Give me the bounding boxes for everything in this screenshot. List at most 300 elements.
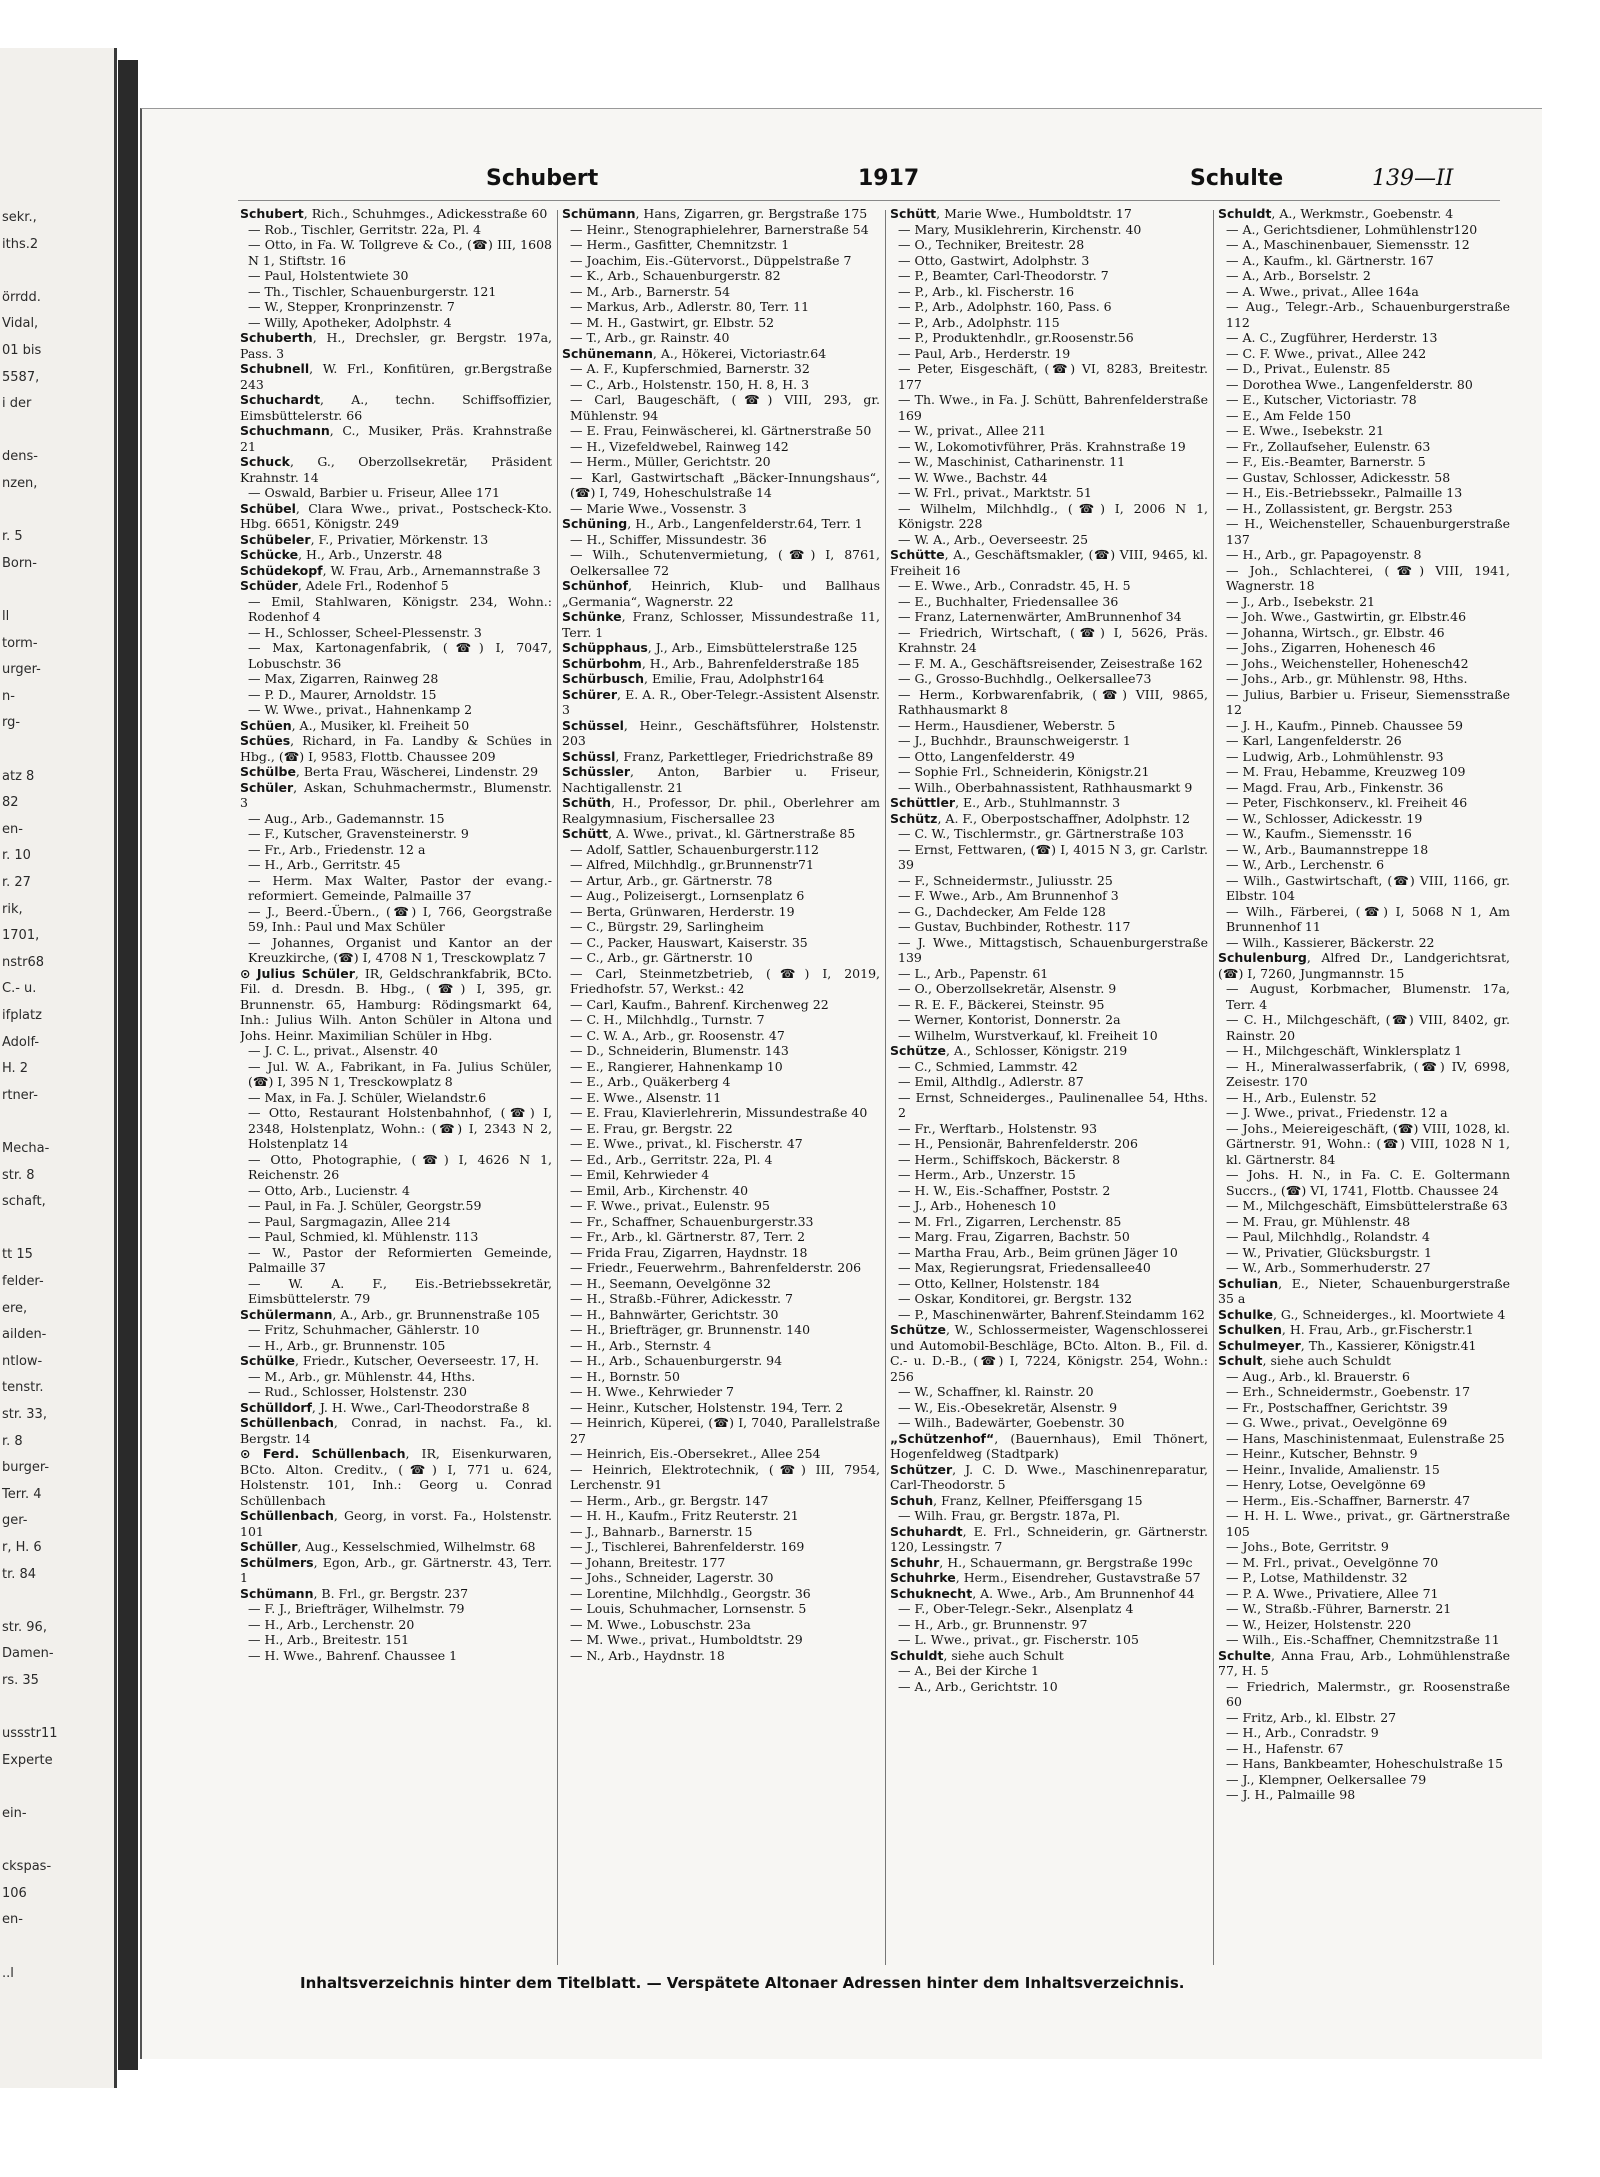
strip-fragment: tr. 84 xyxy=(2,1566,37,1582)
entry-details: — W. Wwe., privat., Hahnenkamp 2 xyxy=(248,702,473,717)
directory-entry xyxy=(1218,1431,1510,1447)
entry-details: — E. Wwe., Isebekstr. 21 xyxy=(1226,423,1385,438)
entry-surname: Schürer xyxy=(562,686,618,702)
directory-entry xyxy=(890,1074,1208,1090)
directory-entry: Schuhrke, Herm., Eisendreher, Gustavstraße 57 xyxy=(890,1570,1201,1585)
directory-entry xyxy=(562,268,880,284)
entry-details: — H., Arb., gr. Papagoyenstr. 8 xyxy=(1226,547,1422,562)
directory-entry xyxy=(1218,609,1510,625)
entry-details: — Fr., Postschaffner, Gerichtstr. 39 xyxy=(1226,1399,1448,1415)
directory-entry xyxy=(562,1617,880,1633)
entry-details: Richard, in Fa. Landby & Schües in Hbg., (☎) I, 9583, Flottb. Chaussee 209 xyxy=(240,733,552,764)
strip-fragment: 5587, xyxy=(2,369,40,385)
directory-entry: Schüler, Askan, Schuhmachermstr., Blumenstr. 3 xyxy=(240,779,552,810)
directory-entry xyxy=(562,1012,880,1028)
directory-entry xyxy=(562,1307,880,1323)
strip-fragment: ifplatz xyxy=(2,1008,42,1023)
entry-details: — Fr., Werftarb., Holstenstr. 93 xyxy=(898,1120,1098,1136)
entry-details: — H., Briefträger, gr. Brunnenstr. 140 xyxy=(570,1322,811,1337)
entry-details: — D., Privat., Eulenstr. 85 xyxy=(1226,361,1391,376)
entry-details: — E. Frau, Feinwäscherei, kl. Gärtnerstraße 50 xyxy=(570,423,872,438)
directory-entry xyxy=(562,1028,880,1044)
directory-entry xyxy=(1218,377,1510,393)
entry-surname: Schuknecht xyxy=(890,1585,973,1601)
entry-details: — M. Frau, Hebamme, Kreuzweg 109 xyxy=(1226,764,1466,779)
directory-entry xyxy=(562,1384,880,1400)
strip-fragment: n- xyxy=(2,688,15,704)
entry-details: — Johannes, Organist und Kantor an der Kreuzkirche, (☎) I, 4708 N 1, Tresckowplatz 7 xyxy=(248,934,552,965)
directory-entry xyxy=(562,330,880,346)
entry-details: — Herm. Max Walter, Pastor der evang.-reformiert. Gemeinde, Palmaille 37 xyxy=(248,872,552,903)
directory-entry: Schulenburg, Alfred Dr., Landgerichtsrat, (☎) I, 7260, Jungmannstr. 15 xyxy=(1218,950,1510,981)
entry-surname: Schüning xyxy=(562,516,628,531)
strip-fragment: ..l xyxy=(2,1965,14,1981)
directory-entry xyxy=(1218,1229,1510,1245)
entry-details: — C. H., Milchgeschäft, (☎) VIII, 8402, gr. Rainstr. 20 xyxy=(1226,1012,1510,1043)
strip-fragment: ere, xyxy=(2,1300,28,1316)
directory-entry xyxy=(240,687,552,703)
entry-details: — Heinr., Kutscher, Holstenstr. 194, Terr. 2 xyxy=(570,1399,844,1415)
directory-entry xyxy=(562,284,880,300)
page-number: 139—II xyxy=(1372,166,1454,191)
entry-details: — J., Arb., Hohenesch 10 xyxy=(898,1198,1057,1213)
directory-entry xyxy=(1218,640,1510,656)
entry-details: — J., Bahnarb., Barnerstr. 15 xyxy=(570,1523,753,1539)
entry-details: — Wilh., Eis.-Schaffner, Chemnitzstraße 11 xyxy=(1226,1632,1500,1647)
entry-details: — Paul, Arb., Herderstr. 19 xyxy=(898,345,1071,361)
entry-details: — Johs., Schneider, Lagerstr. 30 xyxy=(570,1570,774,1585)
directory-entry xyxy=(890,1508,1208,1524)
entry-details: — F., Ober-Telegr.-Sekr., Alsenplatz 4 xyxy=(898,1601,1134,1616)
entry-surname: Schuck xyxy=(240,454,290,469)
directory-entry xyxy=(240,299,552,315)
directory-entry xyxy=(890,826,1208,842)
directory-entry xyxy=(562,1043,880,1059)
entry-details: — O., Techniker, Breitestr. 28 xyxy=(898,237,1085,252)
entry-details: — Louis, Schuhmacher, Lornsenstr. 5 xyxy=(570,1601,807,1616)
entry-details: — E., Kutscher, Victoriastr. 78 xyxy=(1226,392,1417,407)
entry-details: C., Musiker, Präs. Krahnstraße 21 xyxy=(240,423,552,454)
directory-entry xyxy=(562,1338,880,1354)
directory-entry xyxy=(240,1632,552,1648)
directory-entry: Schüssler, Anton, Barbier u. Friseur, Nachtigallenstr. 21 xyxy=(562,764,880,795)
directory-entry xyxy=(1218,1384,1510,1400)
directory-entry: Schünke, Franz, Schlosser, Missundestraße 11, Terr. 1 xyxy=(562,609,880,640)
directory-entry: Schulte, Anna Frau, Arb., Lohmühlenstraße 77, H. 5 xyxy=(1218,1647,1510,1678)
entry-details: A., Musiker, kl. Freiheit 50 xyxy=(299,717,470,733)
entry-details: — D., Schneiderin, Blumenstr. 143 xyxy=(570,1043,789,1058)
directory-entry xyxy=(1218,1012,1510,1043)
entry-surname: Schulenburg xyxy=(1218,950,1307,965)
entry-details: — L., Arb., Papenstr. 61 xyxy=(898,965,1049,981)
directory-entry xyxy=(240,702,552,718)
directory-entry xyxy=(890,299,1208,315)
directory-entry: Schüth, H., Professor, Dr. phil., Oberlehrer am Realgymnasium, Fischersallee 23 xyxy=(562,795,880,826)
entry-details: — Wilh. Frau, gr. Bergstr. 187a, Pl. xyxy=(898,1508,1120,1523)
directory-entry xyxy=(240,671,552,687)
directory-entry: Schücke, H., Arb., Unzerstr. 48 xyxy=(240,547,443,562)
entry-surname: Schütte xyxy=(890,547,945,562)
directory-entry xyxy=(1218,1570,1510,1586)
directory-entry xyxy=(1218,454,1510,470)
entry-details: — Herm., Hausdiener, Weberstr. 5 xyxy=(898,717,1116,733)
directory-entry xyxy=(890,1214,1208,1230)
entry-details: — Johs., Meiereigeschäft, (☎) VIII, 1028, kl. Gärtnerstr. 91, Wohn.: (☎) VIII, 1028 N 1, kl. Gärtnerstr. 84 xyxy=(1226,1120,1510,1167)
entry-details: — W., Pastor der Reformierten Gemeinde, Palmaille 37 xyxy=(248,1244,552,1275)
entry-surname: Schüttler xyxy=(890,795,956,810)
directory-entry xyxy=(890,315,1208,331)
directory-entry xyxy=(890,454,1208,470)
directory-entry: Schürbohm, H., Arb., Bahrenfelderstraße 185 xyxy=(562,655,860,671)
directory-entry: Schüllenbach, Georg, in vorst. Fa., Holstenstr. 101 xyxy=(240,1508,552,1539)
running-head-left: Schubert xyxy=(486,166,599,191)
directory-entry xyxy=(1218,1477,1510,1493)
entry-details: Aug., Kesselschmied, Wilhelmstr. 68 xyxy=(305,1539,536,1554)
directory-entry xyxy=(1218,1508,1510,1539)
entry-details: — Peter, Eisgeschäft, (☎) VI, 8283, Breitestr. 177 xyxy=(898,361,1208,392)
entry-surname: Schütze xyxy=(890,1322,946,1337)
entry-details: Askan, Schuhmachermstr., Blumenstr. 3 xyxy=(240,779,552,810)
entry-details: — P., Arb., Adolphstr. 115 xyxy=(898,314,1060,330)
directory-entry xyxy=(562,1214,880,1230)
entry-details: — C. W., Tischlermstr., gr. Gärtnerstraße 103 xyxy=(898,826,1184,841)
entry-details: — Joachim, Eis.-Gütervorst., Düppelstraße 7 xyxy=(570,252,852,268)
directory-entry: Schüller, Aug., Kesselschmied, Wilhelmstr. 68 xyxy=(240,1539,536,1554)
directory-entry xyxy=(890,1601,1208,1617)
directory-entry xyxy=(1218,423,1510,439)
entry-details: — C., Schmied, Lammstr. 42 xyxy=(898,1058,1078,1074)
entry-details: — P. D., Maurer, Arnoldstr. 15 xyxy=(248,686,437,702)
entry-details: A., Schlosser, Königstr. 219 xyxy=(953,1043,1128,1058)
entry-details: — Wilh., Oberbahnassistent, Rathhausmarkt 9 xyxy=(898,779,1193,795)
directory-entry xyxy=(562,1276,880,1292)
directory-entry xyxy=(562,935,880,951)
directory-entry: Schuck, G., Oberzollsekretär, Präsident Krahnstr. 14 xyxy=(240,454,552,485)
directory-entry xyxy=(890,966,1208,982)
strip-fragment: sekr., xyxy=(2,210,37,225)
strip-fragment: i der xyxy=(2,396,32,412)
directory-entry xyxy=(1218,1617,1510,1633)
directory-entry xyxy=(240,315,552,331)
entry-surname: Schüllenbach xyxy=(240,1415,334,1430)
entry-details: H., Professor, Dr. phil., Oberlehrer am Realgymnasium, Fischersallee 23 xyxy=(562,795,880,826)
entry-details: — W. A. F., Eis.-Betriebssekretär, Eimsbüttelerstr. 79 xyxy=(248,1275,552,1306)
directory-entry xyxy=(1218,361,1510,377)
entry-details: H., Arb., Bahrenfelderstraße 185 xyxy=(649,655,860,671)
directory-entry: Schütt, Marie Wwe., Humboldtstr. 17 xyxy=(890,206,1132,221)
entry-details: — A., Maschinenbauer, Siemensstr. 12 xyxy=(1226,237,1470,252)
entry-surname: Schüen xyxy=(240,717,292,733)
entry-details: — A. Wwe., privat., Allee 164a xyxy=(1226,283,1419,299)
entry-details: — Carl, Kaufm., Bahrenf. Kirchenweg 22 xyxy=(570,996,829,1012)
directory-entry xyxy=(562,237,880,253)
entry-details: Hans, Zigarren, gr. Bergstraße 175 xyxy=(643,206,868,221)
directory-entry xyxy=(562,1260,880,1276)
directory-entry xyxy=(562,1632,880,1648)
entry-details: — Otto, in Fa. W. Tollgreve & Co., (☎) III, 1608 N 1, Stiftstr. 16 xyxy=(248,237,552,268)
directory-entry xyxy=(890,749,1208,765)
entry-details: — A., Kaufm., kl. Gärtnerstr. 167 xyxy=(1226,252,1434,268)
entry-details: — Ed., Arb., Gerritstr. 22a, Pl. 4 xyxy=(570,1151,773,1167)
directory-entry: Schüdekopf, W. Frau, Arb., Arnemannstraße 3 xyxy=(240,562,541,578)
entry-details: — J. C. L., privat., Alsenstr. 40 xyxy=(248,1043,438,1058)
directory-entry xyxy=(1218,857,1510,873)
entry-details: — H., Schlosser, Scheel-Plessenstr. 3 xyxy=(248,624,482,640)
directory-entry xyxy=(240,1245,552,1276)
strip-fragment: 106 xyxy=(2,1885,27,1901)
entry-details: J. H. Wwe., Carl-Theodorstraße 8 xyxy=(319,1399,530,1415)
directory-entry: Schünemann, A., Hökerei, Victoriastr.64 xyxy=(562,345,827,361)
directory-entry xyxy=(1218,1198,1510,1214)
directory-entry xyxy=(562,904,880,920)
directory-entry: Schubnell, W. Frl., Konfitüren, gr.Bergstraße 243 xyxy=(240,361,552,392)
entry-details: Franz, Kellner, Pfeiffersgang 15 xyxy=(941,1492,1143,1508)
entry-surname: Schüler xyxy=(240,779,294,795)
entry-details: — Henry, Lotse, Oevelgönne 69 xyxy=(1226,1477,1426,1492)
header-rule xyxy=(238,200,1500,201)
strip-fragment: burger- xyxy=(2,1460,50,1476)
entry-details: — H. Wwe., Kehrwieder 7 xyxy=(570,1384,735,1399)
directory-entry xyxy=(890,594,1208,610)
directory-entry xyxy=(562,1121,880,1137)
entry-details: — Emil, Althdlg., Adlerstr. 87 xyxy=(898,1074,1084,1089)
directory-entry: Schülermann, A., Arb., gr. Brunnenstraße 105 xyxy=(240,1306,540,1322)
directory-entry xyxy=(562,1555,880,1571)
directory-entry xyxy=(1218,656,1510,672)
directory-entry: Schüssl, Franz, Parkettleger, Friedrichstraße 89 xyxy=(562,748,874,764)
directory-entry xyxy=(1218,842,1510,858)
directory-entry xyxy=(890,485,1208,501)
entry-details: — E. Wwe., privat., kl. Fischerstr. 47 xyxy=(570,1136,803,1151)
strip-fragment: ussstr11 xyxy=(2,1726,58,1742)
entry-details: — Magd. Frau, Arb., Finkenstr. 36 xyxy=(1226,779,1444,795)
entry-details: — August, Korbmacher, Blumenstr. 17a, Terr. 4 xyxy=(1226,981,1510,1012)
entry-details: — P., Arb., kl. Fischerstr. 16 xyxy=(898,283,1075,299)
strip-fragment: str. 33, xyxy=(2,1407,47,1422)
entry-details: — E. Wwe., Arb., Conradstr. 45, H. 5 xyxy=(898,578,1131,593)
entry-details: — H., Eis.-Betriebssekr., Palmaille 13 xyxy=(1226,485,1463,500)
strip-fragment: en- xyxy=(2,1912,23,1928)
directory-entry: Schüllenbach, Conrad, in nachst. Fa., kl. Bergstr. 14 xyxy=(240,1415,552,1446)
directory-entry xyxy=(890,1090,1208,1121)
entry-details: — Marie Wwe., Vossenstr. 3 xyxy=(570,500,747,516)
entry-details: — Peter, Fischkonserv., kl. Freiheit 46 xyxy=(1226,795,1468,810)
entry-details: — W., Schaffner, kl. Rainstr. 20 xyxy=(898,1384,1094,1399)
entry-details: — H., Arb., Lerchenstr. 20 xyxy=(248,1616,415,1632)
entry-details: — H., Pensionär, Bahrenfelderstr. 206 xyxy=(898,1136,1138,1151)
entry-details: — Emil, Arb., Kirchenstr. 40 xyxy=(570,1182,749,1198)
directory-entry xyxy=(562,423,880,439)
directory-entry xyxy=(890,361,1208,392)
entry-details: — W., Privatier, Glücksburgstr. 1 xyxy=(1226,1244,1432,1260)
directory-entry xyxy=(240,1384,552,1400)
directory-entry xyxy=(1218,268,1510,284)
directory-entry xyxy=(562,1493,880,1509)
entry-surname: Schünhof xyxy=(562,578,629,593)
directory-entry xyxy=(890,439,1208,455)
directory-entry xyxy=(1218,904,1510,935)
entry-details: — Frida Frau, Zigarren, Haydnstr. 18 xyxy=(570,1244,808,1260)
strip-fragment: nstr68 xyxy=(2,954,44,970)
entry-details: — A., Arb., Gerichtstr. 10 xyxy=(898,1678,1058,1694)
entry-details: — Fr., Zollaufseher, Eulenstr. 63 xyxy=(1226,438,1431,454)
directory-entry xyxy=(890,423,1208,439)
entry-details: — Hans, Bankbeamter, Hoheschulstraße 15 xyxy=(1226,1756,1504,1771)
entry-details: — Heinr., Invalide, Amalienstr. 15 xyxy=(1226,1461,1440,1477)
directory-entry: Schuldt, A., Werkmstr., Goebenstr. 4 xyxy=(1218,206,1454,221)
directory-entry: Schülbe, Berta Frau, Wäscherei, Lindenstr. 29 xyxy=(240,764,539,779)
directory-entry xyxy=(1218,1105,1510,1121)
strip-fragment: iths.2 xyxy=(2,236,39,252)
entry-details: — M., Arb., Barnerstr. 54 xyxy=(570,283,731,299)
directory-entry xyxy=(562,532,880,548)
directory-entry xyxy=(1218,1725,1510,1741)
strip-fragment: Terr. 4 xyxy=(2,1486,42,1502)
running-head-right: Schulte xyxy=(1190,166,1284,191)
entry-surname: Schuchardt xyxy=(240,392,321,407)
strip-fragment: urger- xyxy=(2,662,41,678)
entry-details: — Herm., Schiffskoch, Bäckerstr. 8 xyxy=(898,1151,1121,1167)
entry-details: — H., Weichensteller, Schauenburgerstraße 137 xyxy=(1226,516,1510,547)
entry-details: — C. H., Milchhdlg., Turnstr. 7 xyxy=(570,1012,765,1027)
directory-entry xyxy=(890,268,1208,284)
entry-details: — Heinrich, Eis.-Obersekret., Allee 254 xyxy=(570,1446,821,1461)
entry-details: — Heinr., Kutscher, Behnstr. 9 xyxy=(1226,1446,1418,1461)
entry-details: — H. H., Kaufm., Fritz Reuterstr. 21 xyxy=(570,1508,799,1523)
entry-details: — Aug., Polizeisergt., Lornsenplatz 6 xyxy=(570,888,805,903)
entry-details: — Johs., Bote, Gerritstr. 9 xyxy=(1226,1539,1389,1554)
directory-entry xyxy=(562,361,880,377)
strip-fragment: 82 xyxy=(2,795,19,811)
directory-entry xyxy=(1218,1756,1510,1772)
entry-details: — G. Wwe., privat., Oevelgönne 69 xyxy=(1226,1415,1448,1430)
directory-entry xyxy=(890,1028,1208,1044)
directory-entry xyxy=(562,315,880,331)
directory-entry xyxy=(1218,873,1510,904)
directory-entry xyxy=(1218,795,1510,811)
entry-details: — Aug., Arb., kl. Brauerstr. 6 xyxy=(1226,1368,1410,1384)
directory-entry: Schulian, E., Nieter, Schauenburgerstraße 35 a xyxy=(1218,1275,1510,1306)
directory-entry xyxy=(562,1648,880,1664)
directory-entry xyxy=(1218,485,1510,501)
entry-details: — W., Kaufm., Siemensstr. 16 xyxy=(1226,826,1412,841)
entry-details: A. Wwe., privat., kl. Gärtnerstraße 85 xyxy=(616,826,856,841)
entry-details: — Otto, Gastwirt, Adolphstr. 3 xyxy=(898,252,1090,268)
directory-entry xyxy=(890,733,1208,749)
directory-entry xyxy=(1218,1043,1510,1059)
directory-entry xyxy=(1218,346,1510,362)
entry-details: — H., Vizefeldwebel, Rainweg 142 xyxy=(570,438,789,454)
directory-entry xyxy=(240,1043,552,1059)
directory-entry: ⊙ Ferd. Schüllenbach, IR, Eisenkurwaren, BCto. Alton. Creditv., (☎) I, 771 u. 624, Holstenstr. 101, Inh.: Georg u. Conrad Schüllenbach xyxy=(240,1446,552,1508)
entry-details: — H., Schiffer, Missundestr. 36 xyxy=(570,531,767,547)
entry-details: — Sophie Frl., Schneiderin, Königstr.21 xyxy=(898,764,1150,779)
directory-entry xyxy=(562,1570,880,1586)
entry-details: — A., Bei der Kirche 1 xyxy=(898,1663,1040,1678)
directory-entry xyxy=(890,1307,1208,1323)
directory-entry xyxy=(890,1400,1208,1416)
directory-entry xyxy=(890,222,1208,238)
entry-details: — C. F. Wwe., privat., Allee 242 xyxy=(1226,345,1427,361)
entry-details: F., Privatier, Mörkenstr. 13 xyxy=(318,531,489,547)
strip-fragment: rtner- xyxy=(2,1087,38,1103)
directory-entry xyxy=(562,392,880,423)
entry-details: — E. Wwe., Alsenstr. 11 xyxy=(570,1089,722,1105)
strip-fragment: Born- xyxy=(2,555,37,571)
entry-details: — E., Am Felde 150 xyxy=(1226,407,1351,423)
entry-details: — Heinrich, Küperei, (☎) I, 7040, Parallelstraße 27 xyxy=(570,1415,880,1446)
entry-details: — Aug., Arb., Gademannstr. 15 xyxy=(248,810,445,826)
directory-entry xyxy=(562,1245,880,1261)
entry-details: — Paul, Schmied, kl. Mühlenstr. 113 xyxy=(248,1229,479,1244)
directory-entry xyxy=(890,842,1208,873)
entry-surname: Schülldorf xyxy=(240,1399,312,1415)
directory-entry xyxy=(890,253,1208,269)
directory-entry: Schülldorf, J. H. Wwe., Carl-Theodorstraße 8 xyxy=(240,1399,530,1415)
entry-details: Alfred Dr., Landgerichtsrat, (☎) I, 7260, Jungmannstr. 15 xyxy=(1218,950,1510,981)
directory-entry xyxy=(890,330,1208,346)
entry-details: — W., Eis.-Obesekretär, Alsenstr. 9 xyxy=(898,1399,1118,1415)
entry-details: Berta Frau, Wäscherei, Lindenstr. 29 xyxy=(303,764,539,779)
directory-entry: Schümann, Hans, Zigarren, gr. Bergstraße 175 xyxy=(562,206,868,221)
directory-entry xyxy=(240,1198,552,1214)
strip-fragment: örrdd. xyxy=(2,289,41,305)
entry-details: — Fr., Schaffner, Schauenburgerstr.33 xyxy=(570,1213,814,1229)
entry-details: — Paul, in Fa. J. Schüler, Georgstr.59 xyxy=(248,1198,482,1213)
directory-entry xyxy=(240,268,552,284)
entry-surname: Schüllenbach xyxy=(240,1508,334,1523)
entry-details: — Oskar, Konditorei, gr. Bergstr. 132 xyxy=(898,1291,1133,1306)
strip-fragment: r. 10 xyxy=(2,848,31,864)
entry-surname: Schülmers xyxy=(240,1554,314,1570)
entry-details: — Karl, Langenfelderstr. 26 xyxy=(1226,733,1402,748)
directory-entry xyxy=(890,1260,1208,1276)
entry-details: — P., Produktenhdlr., gr.Roosenstr.56 xyxy=(898,330,1134,345)
directory-entry: Schubert, Rich., Schuhmges., Adickesstraße 60 xyxy=(240,206,548,221)
directory-entry xyxy=(1218,284,1510,300)
directory-entry xyxy=(1218,1245,1510,1261)
directory-entry xyxy=(562,1539,880,1555)
entry-details: — Werner, Kontorist, Donnerstr. 2a xyxy=(898,1012,1121,1027)
directory-entry xyxy=(562,873,880,889)
directory-entry xyxy=(890,1012,1208,1028)
entry-details: Clara Wwe., privat., Postscheck-Kto. Hbg. 6651, Königstr. 249 xyxy=(240,500,552,531)
entry-details: IR, Eisenkurwaren, BCto. Alton. Creditv., (☎) I, 771 u. 624, Holstenstr. 101, Inh.: Georg u. Conrad Schüllenbach xyxy=(240,1446,552,1508)
directory-entry: Schünhof, Heinrich, Klub- und Ballhaus „Germania“, Wagnerstr. 22 xyxy=(562,578,880,609)
entry-surname: Schubnell xyxy=(240,361,310,376)
entry-details: — Ernst, Schneiderges., Paulinenallee 54, Hths. 2 xyxy=(898,1089,1208,1120)
directory-entry: Schult, siehe auch Schuldt xyxy=(1218,1353,1391,1368)
entry-details: H., Schauermann, gr. Bergstraße 199c xyxy=(947,1554,1193,1570)
entry-details: — Ernst, Fettwaren, (☎) I, 4015 N 3, gr. Carlstr. 39 xyxy=(898,841,1208,872)
entry-details: — Max, Zigarren, Rainweg 28 xyxy=(248,671,439,686)
directory-entry xyxy=(890,873,1208,889)
entry-surname: Schuchmann xyxy=(240,423,330,438)
strip-fragment: en- xyxy=(2,821,23,837)
directory-entry: Schütt, A. Wwe., privat., kl. Gärtnerstraße 85 xyxy=(562,826,856,841)
directory-entry xyxy=(562,888,880,904)
entry-details: — H. W., Eis.-Schaffner, Poststr. 2 xyxy=(898,1182,1111,1198)
directory-entry xyxy=(562,222,880,238)
entry-details: E., Nieter, Schauenburgerstraße 35 a xyxy=(1218,1275,1510,1306)
directory-entry xyxy=(562,842,880,858)
directory-entry xyxy=(890,532,1208,548)
directory-entry xyxy=(1218,780,1510,796)
directory-entry xyxy=(562,1152,880,1168)
directory-entry xyxy=(1218,718,1510,734)
entry-details: — Aug., Telegr.-Arb., Schauenburgerstraße 112 xyxy=(1226,299,1510,330)
directory-entry: „Schützenhof“, (Bauernhaus), Emil Thönert, Hogenfeldweg (Stadtpark) xyxy=(890,1430,1208,1461)
